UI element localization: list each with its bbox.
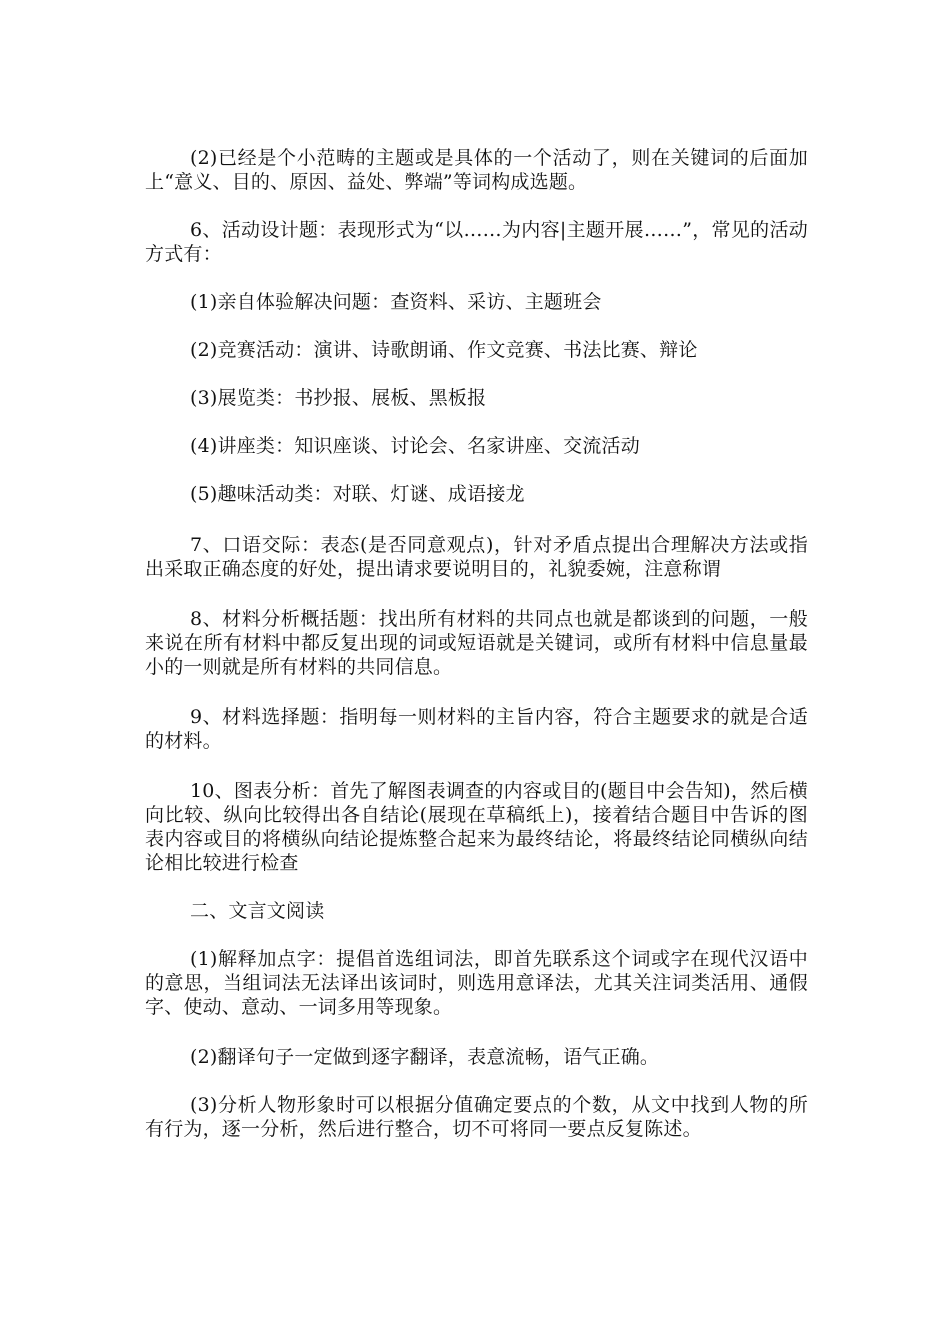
paragraph-explain-words: (1)解释加点字：提倡首选组词法，即首先联系这个词或字在现代汉语中的意思，当组词法无法译出该词时，则选用意译法，尤其关注词类活用、通假字、使动、意动、一词多用等现象。 bbox=[145, 948, 808, 1018]
paragraph-character-analysis: (3)分析人物形象时可以根据分值确定要点的个数，从文中找到人物的所有行为，逐一分析，然后进行整合，切不可将同一要点反复陈述。 bbox=[145, 1094, 808, 1140]
paragraph-activity-design: 6、活动设计题：表现形式为“以……为内容|主题开展……”，常见的活动方式有： bbox=[145, 219, 808, 265]
paragraph-chart-analysis: 10、图表分析：首先了解图表调查的内容或目的(题目中会告知)，然后横向比较、纵向比较得出各自结论(展现在草稿纸上)，接着结合题目中告诉的图表内容或目的将横纵向结论提炼整合起来为最终结论，将最终结论同横纵向结论相比较进行检查 bbox=[145, 780, 808, 874]
paragraph-topic-scope: (2)已经是个小范畴的主题或是具体的一个活动了，则在关键词的后面加上“意义、目的、原因、益处、弊端”等词构成选题。 bbox=[145, 147, 808, 193]
paragraph-oral-communication: 7、口语交际：表态(是否同意观点)，针对矛盾点提出合理解决方法或指出采取正确态度的好处，提出请求要说明目的，礼貌委婉，注意称谓 bbox=[145, 534, 808, 580]
paragraph-activity-lecture: (4)讲座类：知识座谈、讨论会、名家讲座、交流活动 bbox=[190, 435, 640, 457]
paragraph-activity-competition: (2)竞赛活动：演讲、诗歌朗诵、作文竞赛、书法比赛、辩论 bbox=[190, 339, 698, 361]
paragraph-activity-fun: (5)趣味活动类：对联、灯谜、成语接龙 bbox=[190, 483, 525, 505]
paragraph-material-summary: 8、材料分析概括题：找出所有材料的共同点也就是都谈到的问题，一般来说在所有材料中都反复出现的词或短语就是关键词，或所有材料中信息量最小的一则就是所有材料的共同信息。 bbox=[145, 608, 808, 678]
paragraph-activity-experience: (1)亲自体验解决问题：查资料、采访、主题班会 bbox=[190, 291, 602, 313]
document-body bbox=[145, 146, 808, 1165]
paragraph-material-selection: 9、材料选择题：指明每一则材料的主旨内容，符合主题要求的就是合适的材料。 bbox=[145, 706, 808, 752]
section-heading-classical-chinese: 二、文言文阅读 bbox=[190, 900, 325, 922]
paragraph-translate-sentences: (2)翻译句子一定做到逐字翻译，表意流畅，语气正确。 bbox=[190, 1046, 660, 1068]
paragraph-activity-exhibition: (3)展览类：书抄报、展板、黑板报 bbox=[190, 387, 487, 409]
